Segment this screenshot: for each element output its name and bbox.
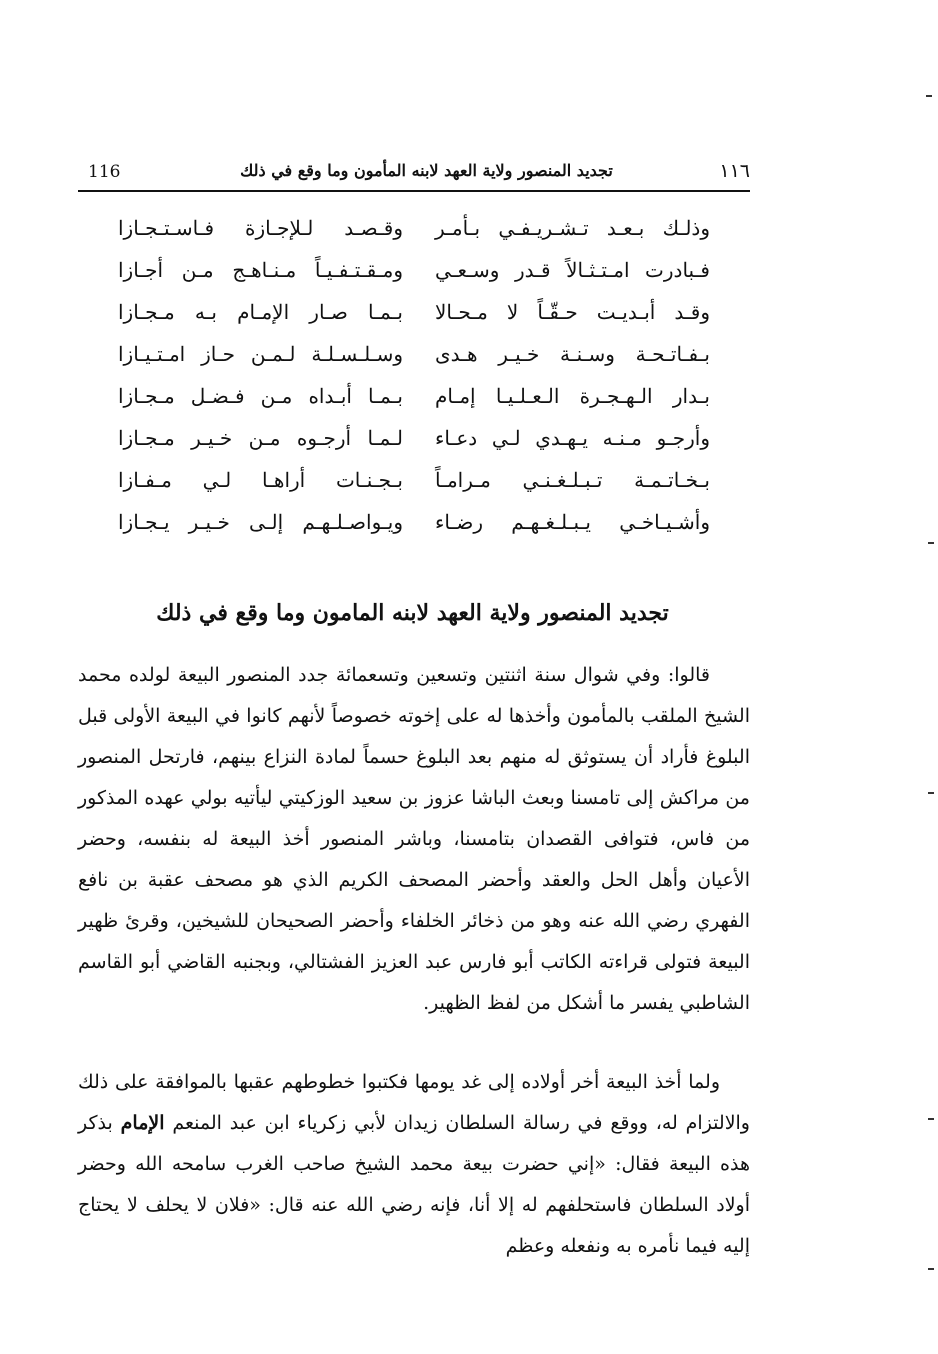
bold-term: الإمام xyxy=(120,1112,165,1134)
verse-second-hemistich: وسـلـسـلـة لـمـن حـاز امـتـيـازا xyxy=(118,342,403,366)
page-number-arabic: ١١٦ xyxy=(719,160,750,182)
verse xyxy=(118,254,710,296)
verse-first-hemistich: وأشـيـاخـي يـبـلـغـهـم رضـاء xyxy=(435,510,710,534)
verse xyxy=(118,380,710,422)
verse xyxy=(118,464,710,506)
page-header xyxy=(78,160,750,192)
page-number-latin: 116 xyxy=(88,162,121,182)
verse-second-hemistich: ويـواصـلـهـم إلـى خـيـر يـجـازا xyxy=(118,510,403,534)
verse-first-hemistich: فـبادرت امـتـثـالاً قـدر وسـعـي xyxy=(435,258,710,282)
verse xyxy=(118,422,710,464)
verse xyxy=(118,506,710,548)
verse-first-hemistich: وذلـك بـعـد تـشـريـفـي بـأمـر xyxy=(435,216,710,240)
verse-second-hemistich: بـجـنـات أراهـا لـي مـفـازا xyxy=(118,468,403,492)
paragraph: قالوا: وفي شوال سنة اثنتين وتسعين وتسعمائة جدد المنصور البيعة لولده محمد الشيخ الملقب بالمأمون وأخذها له على إخوته خصوصاً لأنهم كانوا في البيعة الأولى قبل البلوغ فأراد أن يستوثق له منهم بعد البلوغ حسماً لمادة النزاع بينهم، فارتحل المنصور من مراكش إلى تامسنا وبعث الباشا عزوز بن سعيد الوزكيتي ليأتيه بولي عهده المذكور من فاس، فتوافى القصدان بتامسنا، وباشر المنصور أخذ البيعة له بنفسه، وحضر الأعيان وأهل الحل والعقد وأحضر المصحف الكريم الذي هو مصحف عقبة بن نافع الفهري رضي الله عنه وهو من ذخائر الخلفاء وأحضر الصحيحان للشيخين، وقرئ ظهير البيعة فتولى قراءته الكاتب أبو فارس عبد العزيز الفشتالي، وبجنبه القاضي أبو القاسم الشاطبي يفسر ما أشكل من لفظ الظهير. xyxy=(78,664,750,1014)
verse-second-hemistich: لـمـا أرجـوه مـن خـيـر مـجـازا xyxy=(118,426,403,450)
verse xyxy=(118,296,710,338)
section-heading: تجديد المنصور ولاية العهد لابنه المامون وما وقع في ذلك xyxy=(156,600,669,626)
paragraph xyxy=(78,1062,750,1267)
margin-mark xyxy=(926,95,932,97)
verse xyxy=(118,338,710,380)
verse-first-hemistich: وأرجـو مـنـه يـهـدي لـي دعـاء xyxy=(435,426,710,450)
margin-mark xyxy=(928,1118,934,1120)
verse-second-hemistich: بـمـا صـار الإمـام بـه مـجـازا xyxy=(118,300,403,324)
running-title: تجديد المنصور ولاية العهد لابنه المأمون وما وقع في ذلك xyxy=(240,161,613,180)
verse-first-hemistich: وقـد أبـديـت حـقّـاً لا مـحـالا xyxy=(435,300,710,324)
verse-second-hemistich: بـمـا أبـداه مـن فـضـل مـجـازا xyxy=(118,384,403,408)
verse-first-hemistich: بـفـاتـحـة وسـنـة خـيـر هـدى xyxy=(435,342,710,366)
verse-first-hemistich: بـخـاتـمـة تـبـلـغـنـي مـرامـاً xyxy=(435,468,710,492)
paragraph-text: بذكر هذه البيعة فقال: «إني حضرت بيعة محمد الشيخ صاحب الغرب سامحه الله وحضر أولاد السلطان فاستحلفهم له إلا أنا، فإنه رضي الله عنه قال: «فلان لا يحلف لا يحتاج إليه فيما نأمره به ونفعله وعظم xyxy=(78,1112,750,1257)
verse xyxy=(118,212,710,254)
margin-mark xyxy=(928,1268,934,1270)
verse-second-hemistich: وقـصـد لـلإجـازة فـاسـتـجـازا xyxy=(118,216,403,240)
margin-mark xyxy=(928,792,934,794)
verse-second-hemistich: ومـقـتـفـيـاً مـنـاهـج مـن أجـازا xyxy=(118,258,403,282)
poem xyxy=(118,212,710,548)
verse-first-hemistich: بـدار الـهـجـرة الـعـلـيـا إمـام xyxy=(435,384,710,408)
paragraph-text: ولما أخذ البيعة أخر أولاده إلى غد يومها فكتبوا خطوطهم عقبها بالموافقة على ذلك والالتزام له، ووقع في رسالة السلطان زيدان لأبي زكرياء ابن عبد المنعم xyxy=(78,1071,750,1134)
margin-mark xyxy=(928,542,934,544)
